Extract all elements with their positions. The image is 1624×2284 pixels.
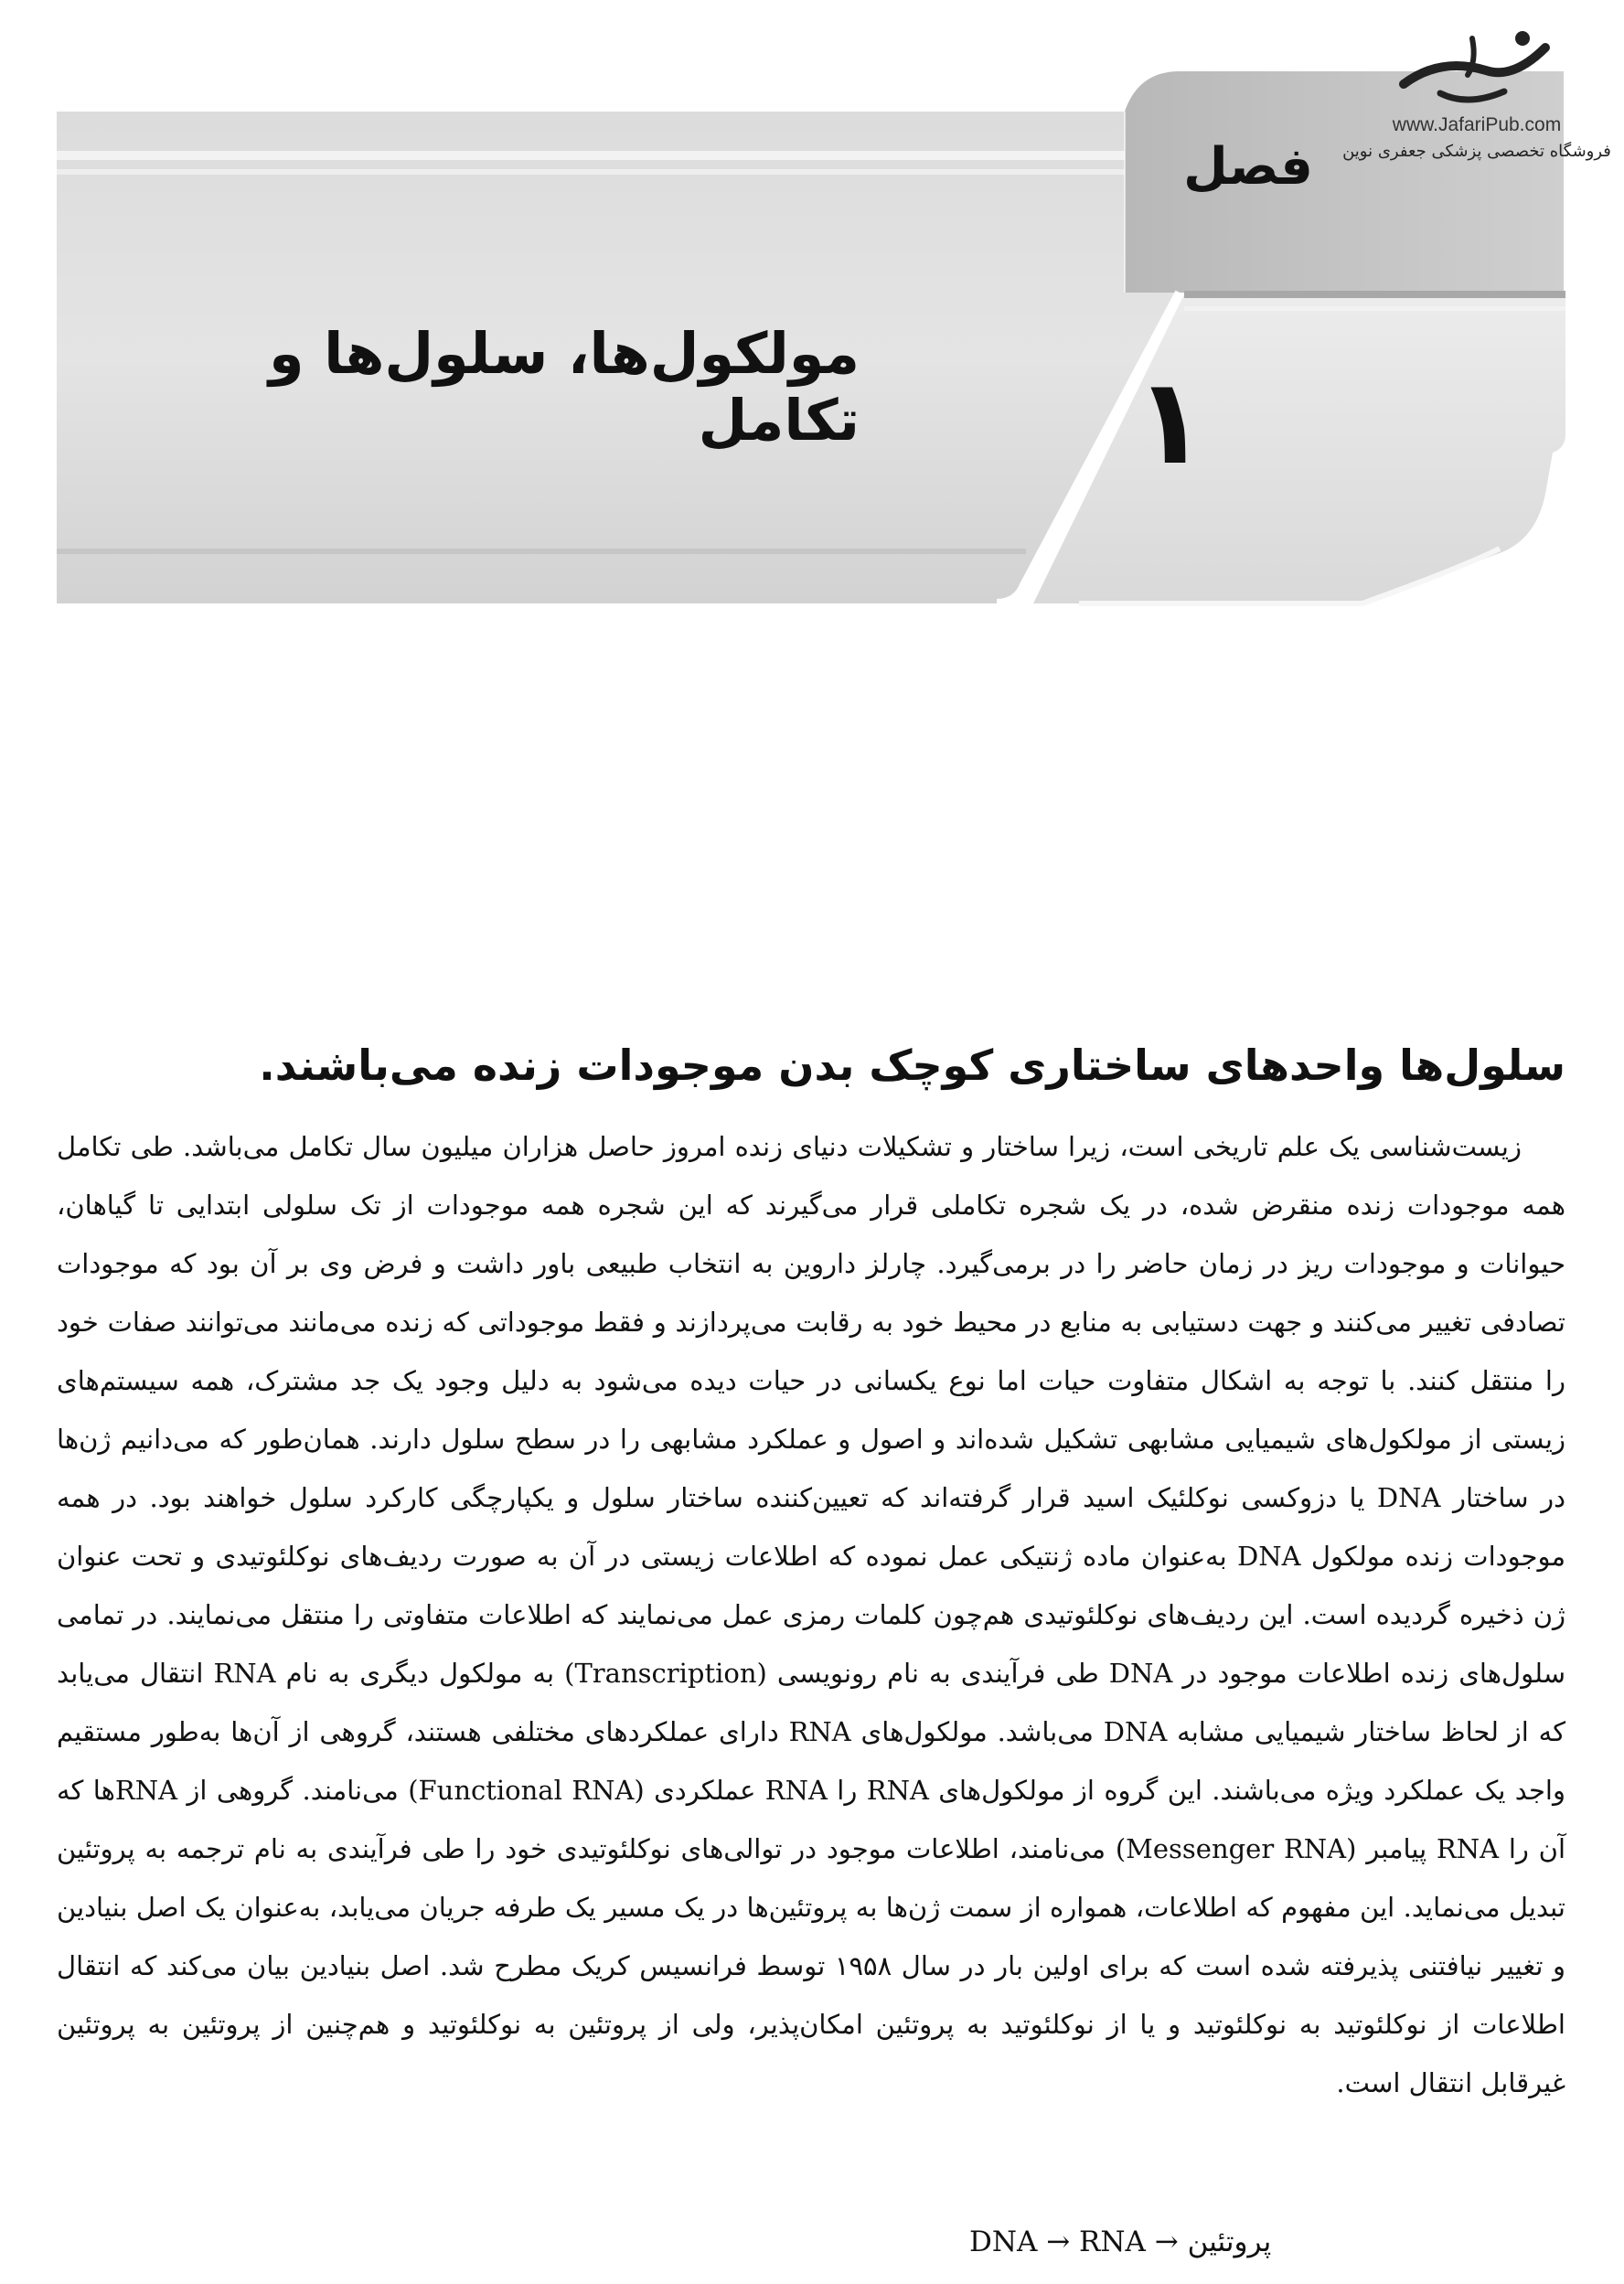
chapter-title: مولکول‌ها، سلول‌ها و تکامل: [268, 320, 860, 454]
section-heading: سلول‌ها واحدهای ساختاری کوچک بدن موجودات زنده می‌باشند.: [259, 1041, 1565, 1090]
publisher-logo[interactable]: [1340, 20, 1614, 185]
chapter-label: فصل: [1183, 137, 1313, 197]
body-paragraph: زیست‌شناسی یک علم تاریخی است، زیرا ساختار و تشکیلات دنیای زنده امروز حاصل هزاران میلیون سال تکامل می‌باشد. طی تکامل همه موجودات زنده منقرض شده، در یک شجره تکاملی قرار می‌گیرند که این شجره همه موجودات از تک سلولی ابتدایی تا گیاهان، حیوانات و موجودات ریز در زمان حاضر را در برمی‌گیرد. چارلز داروین به انتخاب طبیعی باور داشت و فرض وی بر آن بود که موجودات تصادفی تغییر می‌کنند و جهت دستیابی به منابع در محیط خود به رقابت می‌پردازند و فقط موجوداتی که زنده می‌مانند می‌توانند صفات خود را منتقل کنند. با توجه به اشکال متفاوت حیات اما نوع یکسانی در حیات دیده می‌شود به دلیل وجود یک جد مشترک، همه سیستم‌های زیستی از مولکول‌های شیمیایی مشابهی تشکیل شده‌اند و اصول و عملکرد مشابهی را در سطح سلول دارند. همان‌طور که می‌دانیم ژن‌ها در ساختار DNA یا دزوکسی نوکلئیک اسید قرار گرفته‌اند که تعیین‌کننده ساختار سلول و یکپارچگی کارکرد سلول خواهند بود. در همه موجودات زنده مولکول DNA به‌عنوان ماده ژنتیکی عمل نموده که اطلاعات زیستی در آن به صورت ردیف‌های نوکلئوتیدی و تحت عنوان ژن ذخیره گردیده است. این ردیف‌های نوکلئوتیدی هم‌چون کلمات رمزی عمل می‌نمایند که اطلاعات متفاوتی را منتقل می‌نمایند. در تمامی سلول‌های زنده اطلاعات موجود در DNA طی فرآیندی به نام رونویسی (Transcription) به مولکول دیگری به نام RNA انتقال می‌یابد که از لحاظ ساختار شیمیایی مشابه DNA می‌باشد. مولکول‌های RNA دارای عملکردهای مختلفی هستند، گروهی از آن‌ها به‌طور مستقیم واجد یک عملکرد ویژه می‌باشند. این گروه از مولکول‌های RNA را RNA عملکردی (Functional RNA) می‌نامند. گروهی از RNAها که آن را RNA پیامبر (Messenger RNA) می‌نامند، اطلاعات موجود در توالی‌های نوکلئوتیدی خود را طی فرآیندی به نام ترجمه به پروتئین تبدیل می‌نماید. این مفهوم که اطلاعات، همواره از سمت ژن‌ها به پروتئین‌ها در یک مسیر یک طرفه جریان می‌یابد، به‌عنوان یک اصل بنیادین و تغییر نیافتنی پذیرفته شده است که برای اولین بار در سال ۱۹۵۸ توسط فرانسیس کریک مطرح شد. اصل بنیادین بیان می‌کند که انتقال اطلاعات از نوکلئوتید به نوکلئوتید و یا از نوکلئوتید به پروتئین امکان‌پذیر، ولی از پروتئین به نوکلئوتید و هم‌چنین از پروتئین به پروتئین غیرقابل انتقال است.: [57, 1131, 1566, 2098]
central-dogma-formula: DNA → RNA → پروتئین: [969, 2225, 1272, 2258]
calligraphy-logo-icon: [1385, 20, 1568, 112]
logo-url[interactable]: www.JafariPub.com: [1392, 114, 1562, 135]
logo-tagline: فروشگاه تخصصی پزشکی جعفری نوین: [1342, 142, 1611, 161]
chapter-number: ۱: [1134, 352, 1207, 491]
